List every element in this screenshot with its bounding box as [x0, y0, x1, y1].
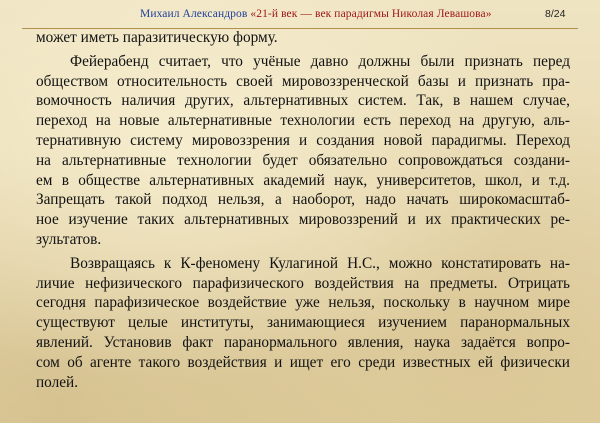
text-line: на альтернативные технологии будет обязательно сопровождаться создани-: [36, 151, 570, 169]
paragraph: [36, 254, 570, 393]
paragraph: [36, 52, 570, 250]
text-line: сегодня парафизическое воздействие уже нельзя, поскольку в научном мире: [36, 294, 570, 312]
text-line: вомочность наличия других, альтернативных систем. Так, в нашем случае,: [36, 92, 570, 110]
text-line: Возвращаясь к К-феномену Кулагиной Н.С., можно констатировать на-: [70, 254, 570, 272]
text-line: существуют целые институты, занимающиеся изучением паранормальных: [36, 314, 570, 332]
text-line: зультатов.: [36, 230, 102, 248]
text-line: обществом относительность своей мировоззренческой базы и признать пра-: [36, 72, 570, 90]
page-number: 8/24: [545, 8, 566, 20]
text-line: Запрещать такой подход нельзя, а наоборот, надо начать широкомасштаб-: [36, 191, 570, 209]
text-line: личие нефизического парафизического воздействия на предметы. Отрицать: [36, 274, 570, 292]
text-line: явлений. Установив факт паранормального явления, наука задаётся вопро-: [36, 333, 570, 351]
author-name: Михаил Александров: [140, 8, 251, 20]
text-line: сом об агенте такого воздействия и ищет его среди известных ей физически: [36, 353, 570, 371]
book-quote-close: »: [485, 8, 492, 20]
page-header: [0, 6, 600, 24]
paragraph: [36, 28, 570, 48]
page-body: [36, 28, 570, 392]
text-line: ем в обществе альтернативных академий наук, университетов, школ, и т.д.: [36, 171, 570, 189]
text-line: переход на новые альтернативные технологии есть переход на другую, аль-: [36, 112, 570, 130]
text-line: ное изучение таких альтернативных мировоззрений и их практических ре-: [36, 211, 570, 229]
running-title: [140, 8, 492, 20]
text-line: полей.: [36, 373, 79, 391]
text-line: тернативную систему мировоззрения и создания новой парадигмы. Переход: [36, 131, 570, 149]
text-line: Фейерабенд считает, что учёные давно должны были признать перед: [70, 52, 570, 70]
text-line: может иметь паразитическую форму.: [36, 29, 278, 46]
book-title: 21-й век — век парадигмы Николая Левашова: [256, 8, 486, 20]
book-quote-open: «: [250, 8, 257, 20]
